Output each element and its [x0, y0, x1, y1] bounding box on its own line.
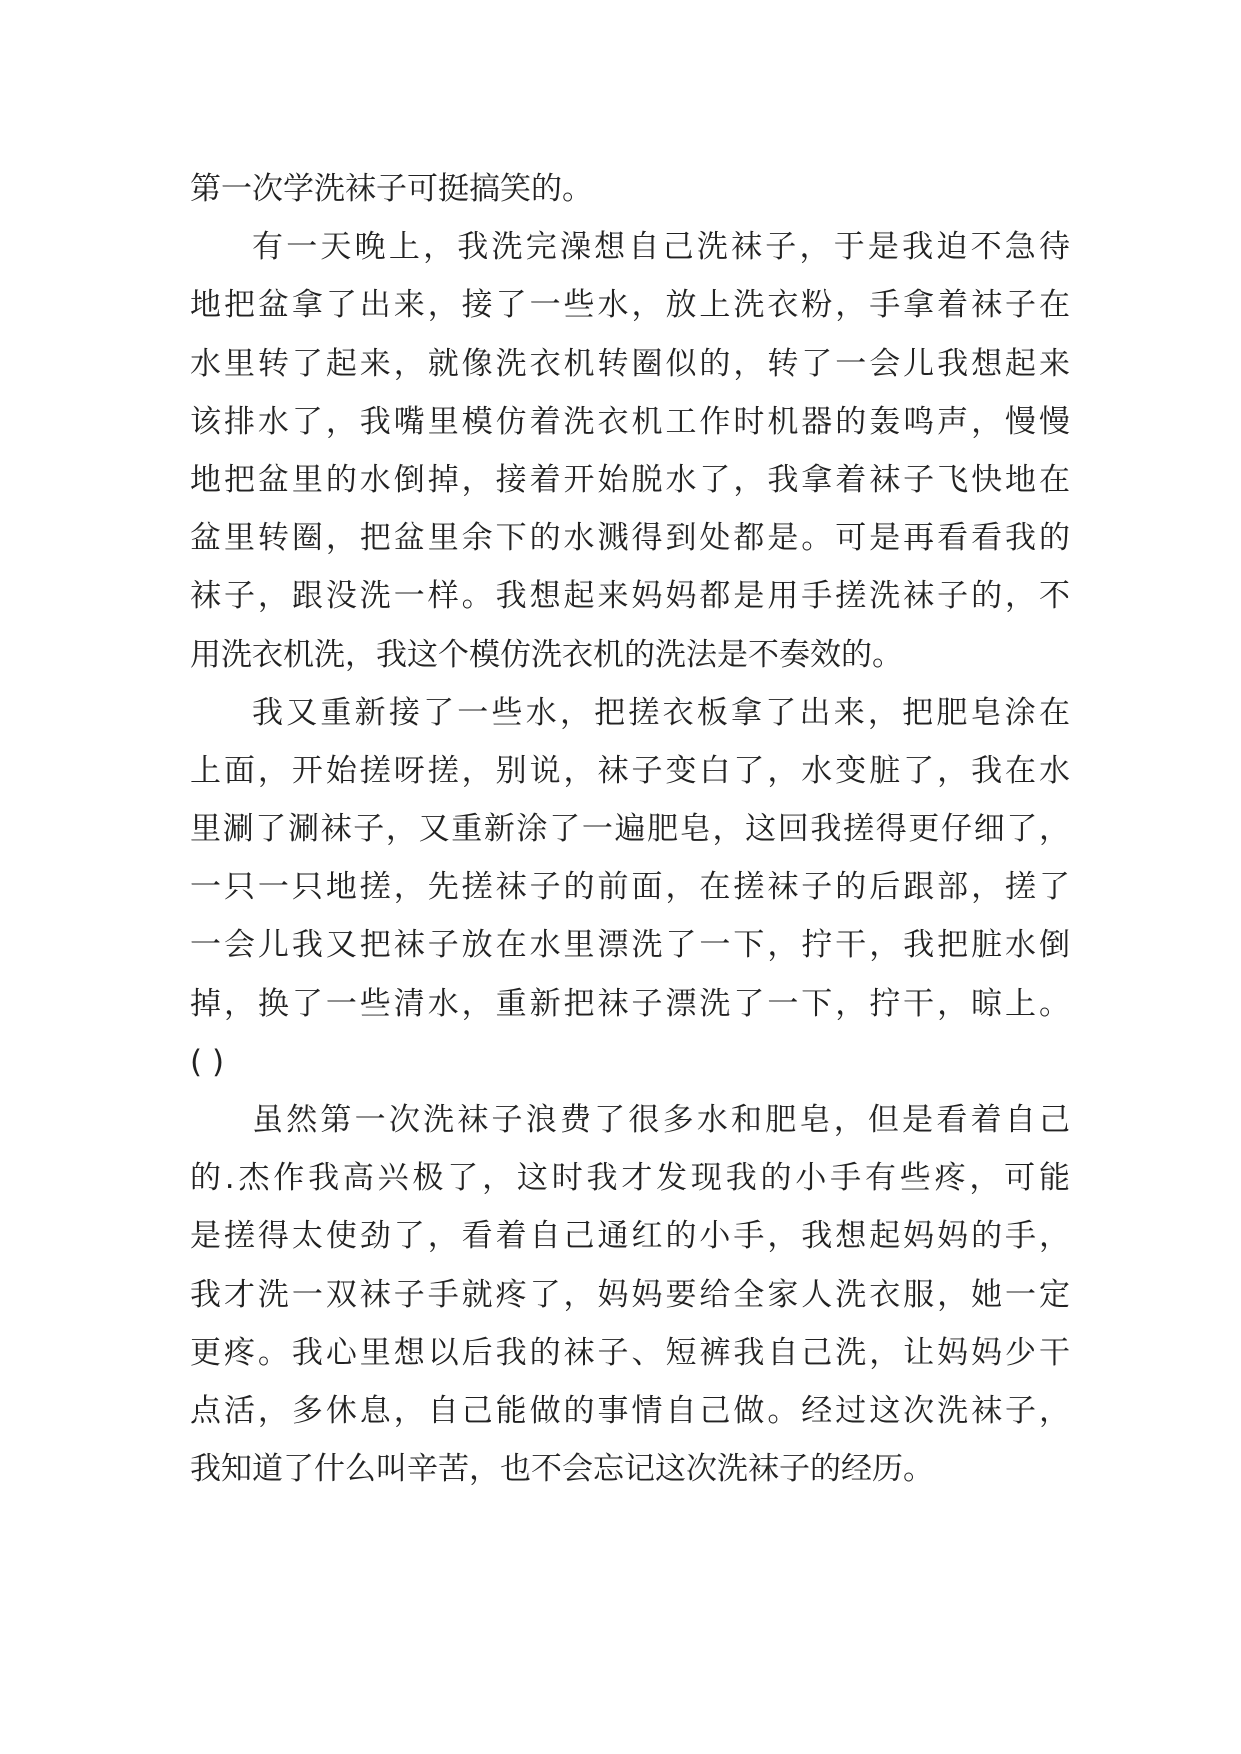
paragraph-line: 我才洗一双袜子手就疼了，妈妈要给全家人洗衣服，她一定: [190, 1276, 1070, 1313]
paragraph-line: 虽然第一次洗袜子浪费了很多水和肥皂，但是看着自己: [252, 1102, 1070, 1138]
paragraph-line: 的.杰作我高兴极了，这时我才发现我的小手有些疼，可能: [190, 1160, 1070, 1197]
paragraph-line: 点活，多休息，自己能做的事情自己做。经过这次洗袜子，: [190, 1392, 1070, 1429]
paragraph-line: 一只一只地搓，先搓袜子的前面，在搓袜子的后跟部，搓了: [190, 869, 1070, 906]
paragraph-line: 第一次学洗袜子可挺搞笑的。: [190, 171, 593, 207]
paragraph-line: 是搓得太使劲了，看着自己通红的小手，我想起妈妈的手，: [190, 1218, 1070, 1255]
paragraph-line: 水里转了起来，就像洗衣机转圈似的，转了一会儿我想起来: [190, 345, 1070, 382]
paragraph-line: 一会儿我又把袜子放在水里漂洗了一下，拧干，我把脏水倒: [190, 927, 1070, 964]
paragraph-line: 我知道了什么叫辛苦，也不会忘记这次洗袜子的经历。: [190, 1451, 934, 1488]
paragraph-line: ( ): [190, 1043, 225, 1080]
paragraph-line: 该排水了，我嘴里模仿着洗衣机工作时机器的轰鸣声，慢慢: [190, 403, 1070, 440]
paragraph-line: 有一天晚上，我洗完澡想自己洗袜子，于是我迫不急待: [252, 229, 1070, 266]
paragraph-line: 掉，换了一些清水，重新把袜子漂洗了一下，拧干，晾上。: [190, 985, 1070, 1022]
paragraph-line: 更疼。我心里想以后我的袜子、短裤我自己洗，让妈妈少干: [190, 1334, 1070, 1371]
paragraph-line: 我又重新接了一些水，把搓衣板拿了出来，把肥皂涂在: [252, 694, 1070, 731]
paragraph-line: 袜子，跟没洗一样。我想起来妈妈都是用手搓洗袜子的，不: [190, 578, 1070, 615]
paragraph-line: 用洗衣机洗，我这个模仿洗衣机的洗法是不奏效的。: [190, 636, 903, 673]
paragraph-line: 上面，开始搓呀搓，别说，袜子变白了，水变脏了，我在水: [190, 752, 1070, 789]
paragraph-line: 盆里转圈，把盆里余下的水溅得到处都是。可是再看看我的: [190, 520, 1070, 557]
paragraph-line: 地把盆里的水倒掉，接着开始脱水了，我拿着袜子飞快地在: [190, 461, 1070, 498]
essay-body: [190, 160, 1070, 1498]
paragraph-line: 里涮了涮袜子，又重新涂了一遍肥皂，这回我搓得更仔细了，: [190, 811, 1070, 848]
paragraph-line: 地把盆拿了出来，接了一些水，放上洗衣粉，手拿着袜子在: [190, 287, 1070, 324]
